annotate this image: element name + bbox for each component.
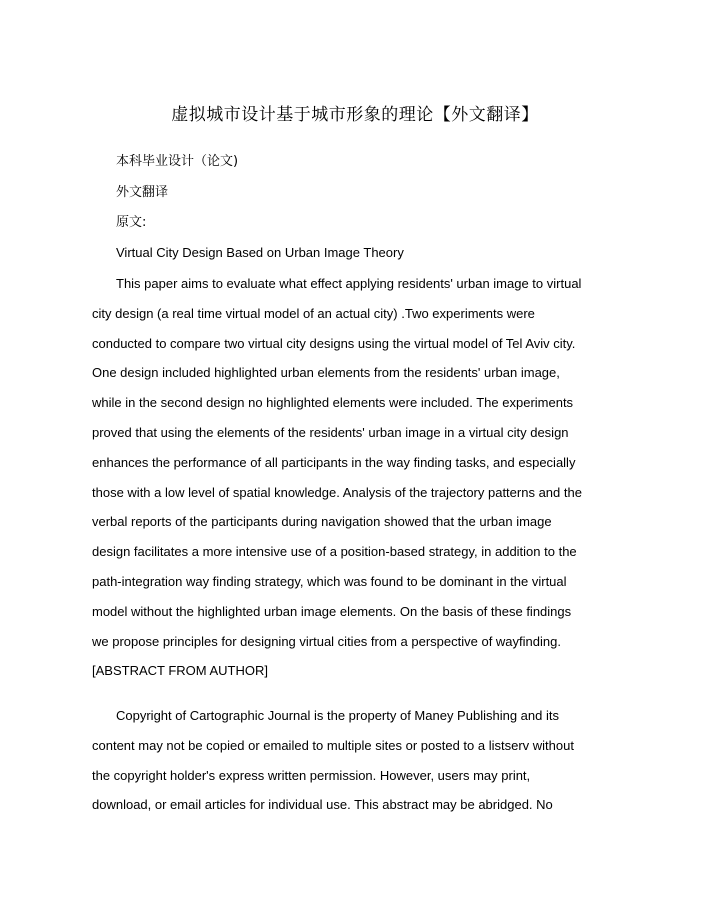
paragraph-line: content may not be copied or emailed to multiple sites or posted to a listserv without [92,737,574,753]
paragraph-line: proved that using the elements of the residents' urban image in a virtual city design [92,424,569,440]
paragraph-line: download, or email articles for individual use. This abstract may be abridged. No [92,797,553,813]
paragraph-line: path-integration way finding strategy, which was found to be dominant in the virtual [92,573,567,589]
paragraph-line: design facilitates a more intensive use of a position-based strategy, in addition to the [92,544,577,560]
paragraph-line: those with a low level of spatial knowledge. Analysis of the trajectory patterns and the [92,484,582,500]
paragraph-line: the copyright holder's express written permission. However, users may print, [92,767,531,783]
paragraph-line: Copyright of Cartographic Journal is the property of Maney Publishing and its [116,708,559,723]
paragraph-line: This paper aims to evaluate what effect applying residents' urban image to virtual [116,276,582,291]
paragraph-line: conducted to compare two virtual city designs using the virtual model of Tel Aviv city. [92,335,576,351]
abstract-paragraph [92,269,592,686]
paragraph-line: city design (a real time virtual model of an actual city) .Two experiments were [92,305,535,321]
paragraph-line: verbal reports of the participants during navigation showed that the urban image [92,514,552,530]
paragraph-line: enhances the performance of all participants in the way finding tasks, and especially [92,454,576,470]
paragraph-line: One design included highlighted urban elements from the residents' urban image, [92,365,560,381]
paragraph-line: while in the second design no highlighted elements were included. The experiments [92,395,574,411]
paragraph-line: we propose principles for designing virtual cities from a perspective of wayfinding. [92,633,561,649]
thesis-type-label: 本科毕业设计（论文) [116,154,239,169]
original-text-label: 原文: [116,215,147,230]
paragraph-line: [ABSTRACT FROM AUTHOR] [92,663,268,679]
paragraph-line: model without the highlighted urban image elements. On the basis of these findings [92,603,572,619]
translation-label: 外文翻译 [116,185,169,200]
article-title: Virtual City Design Based on Urban Image Theory [116,245,404,260]
copyright-paragraph [92,701,592,820]
document-title: 虚拟城市设计基于城市形象的理论【外文翻译】 [171,105,539,125]
